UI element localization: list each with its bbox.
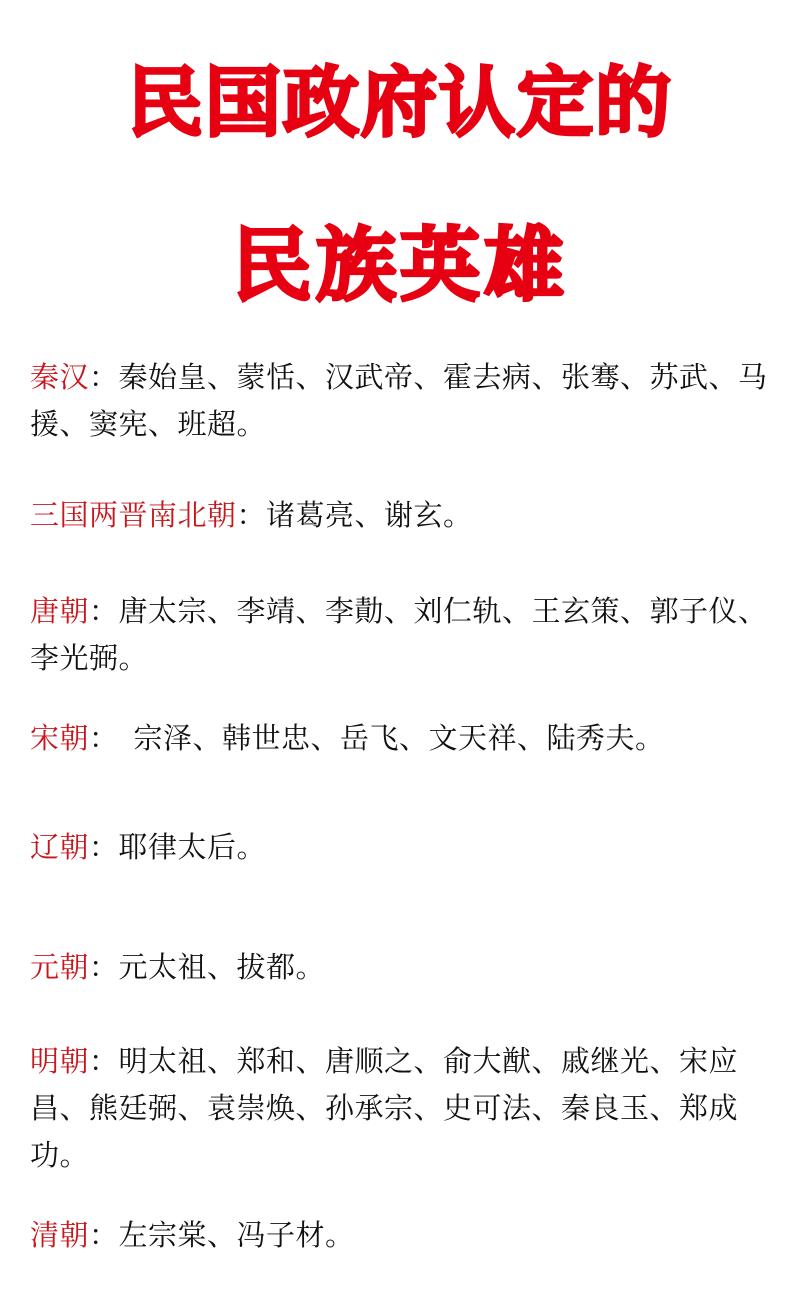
- hero-names: 明太祖、郑和、唐顺之、俞大猷、戚继光、宋应昌、熊廷弼、袁崇焕、孙承宗、史可法、秦良玉、郑成功。: [30, 1044, 739, 1172]
- era-label: 三国两晋南北朝: [30, 498, 237, 532]
- era-label: 明朝: [30, 1044, 90, 1078]
- entry-qing: [30, 1212, 782, 1259]
- separator: ：: [89, 1044, 119, 1078]
- entry-liao: [30, 824, 782, 871]
- era-label: 秦汉: [30, 360, 90, 394]
- separator: ：: [89, 360, 119, 394]
- separator: ：: [89, 594, 119, 628]
- entry-sanguo-jin-nanbei: [30, 492, 782, 539]
- hero-names: 唐太宗、李靖、李勣、刘仁轨、王玄策、郭子仪、李光弼。: [30, 594, 768, 675]
- page-title-line-2: 民族英雄: [232, 219, 568, 312]
- entry-ming: [30, 1038, 782, 1179]
- separator: ：: [89, 1218, 119, 1252]
- hero-names: 元太祖、拔都。: [118, 950, 326, 984]
- separator: ：: [89, 950, 119, 984]
- entry-qin-han: [30, 354, 782, 448]
- page-title-line-1: 民国政府认定的: [127, 58, 673, 147]
- separator: ：: [89, 721, 134, 755]
- era-label: 元朝: [30, 950, 90, 984]
- era-label: 清朝: [30, 1218, 90, 1252]
- era-label: 唐朝: [30, 594, 90, 628]
- hero-names: 宗泽、韩世忠、岳飞、文天祥、陆秀夫。: [133, 721, 665, 755]
- era-label: 宋朝: [30, 721, 90, 755]
- separator: ：: [236, 498, 267, 532]
- hero-names: 耶律太后。: [118, 830, 267, 864]
- entry-tang: [30, 588, 782, 682]
- hero-names: 诸葛亮、谢玄。: [266, 498, 473, 532]
- entry-song: [30, 715, 782, 762]
- entry-yuan: [30, 944, 782, 991]
- hero-names: 左宗棠、冯子材。: [118, 1218, 355, 1252]
- separator: ：: [89, 830, 119, 864]
- hero-names: 秦始皇、蒙恬、汉武帝、霍去病、张骞、苏武、马援、窦宪、班超。: [30, 360, 768, 441]
- era-label: 辽朝: [30, 830, 90, 864]
